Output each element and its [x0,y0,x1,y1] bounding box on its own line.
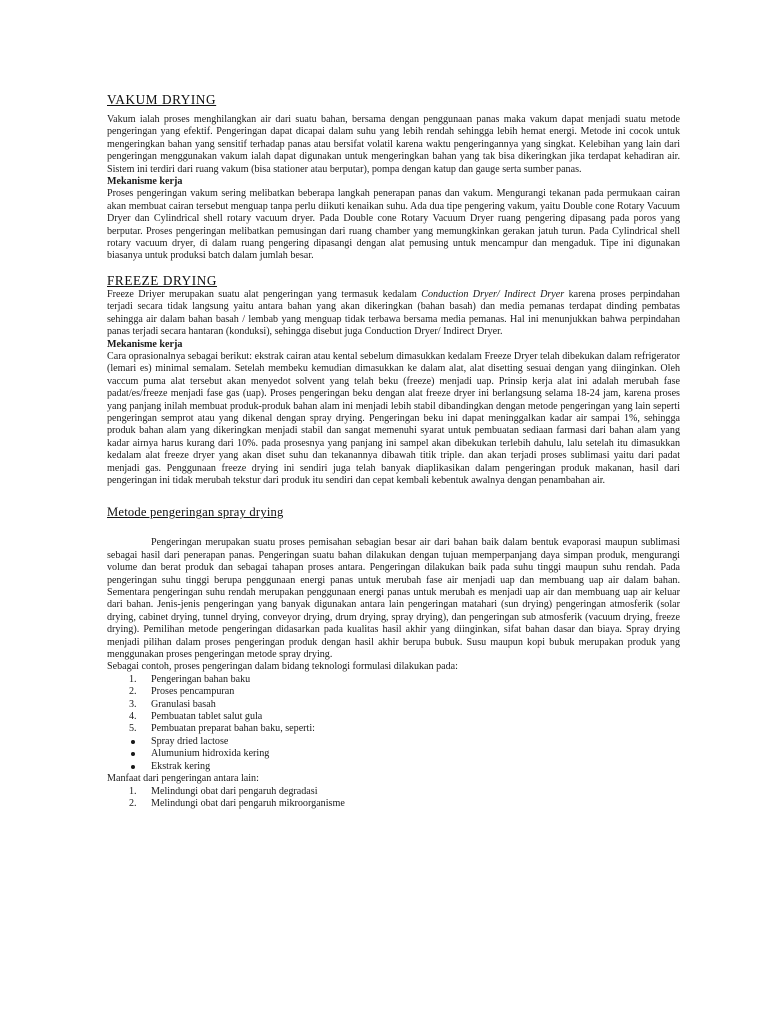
list-text: Pengeringan bahan baku [151,673,251,685]
heading-spray-drying: Metode pengeringan spray drying [107,505,284,520]
bullet-text: Spray dried lactose [151,735,229,747]
list-number: 3. [129,698,137,710]
paragraph-freeze-mechanism: Cara oprasionalnya sebagai berikut: ekstrak cairan atau kental sebelum dimasukkan kedalam Freeze Dryer telah dibekukan dalam refrigerator (lemari es) minimal semalam. Setelah membeku kemudian dimasukkan ke dalam alat, alat disetting sesuai dengan yang diinginkan. Oleh vaccum puma alat tersebut akan menyedot solvent yang telah beku (freeze) menjadi uap. Prinsip kerja alat ini adalah merubah fase padat/es/freeze menjadi fase gas (uap). Proses pengeringan beku dengan alat freeze dryer ini berlangsung selama 18-24 jam, karena proses yang panjang inilah membuat produk-produk bahan alam ini menjadi lebih stabil dibandingkan dengan metode pengeringan yang lain seperti pengeringan semprot atau yang dikenal dengan spray drying. Pengeringan beku ini dapat meninggalkan kadar air sampai 1%, sehingga produk bahan alam yang dikeringkan menjadi stabil dan sangat memenuhi syarat untuk pembuatan sediaan farmasi dari bahan alam yang kadar airnya harus kurang dari 10%. pada prosesnya yang panjang ini sampel akan dibekukan terlebih dahulu, lalu setelah itu dimasukkan kedalam alat freeze dryer yang akan diset suhu dan tekanannya dibawah titik triple. dan akan terjadi proses sublimasi yaitu dari padat menjadi gas. Penggunaan freeze drying ini sendiri juga telah banyak diaplikasikan dalam pengeringan produk makanan, hasil dari pengeringan ini tidak merubah tekstur dari produk itu sendiri dan cepat kembali kebentuk awalnya dengan penambahan air. [107,350,680,486]
list-number: 2. [129,686,137,698]
bullet-dot-icon [131,752,135,756]
bullet-list [107,736,680,773]
list-number: 1. [129,673,137,685]
bullet-dot-icon [131,740,135,744]
subheading-freeze-mechanism: Mekanisme kerja [107,338,183,350]
paragraph-vakum-intro: Vakum ialah proses menghilangkan air dari suatu bahan, bersama dengan penggunaan panas maka vakum dapat menjadi suatu metode pengeringan yang efektif. Pengeringan dapat dicapai dalam suhu yang lebih rendah sehingga lebih hemat energi. Metode ini cocok untuk mengeringkan bahan yang sensitif terhadap panas atau bersifat volatil karena waktu pengeringannya yang singkat. Kelebihan yang lain dari pengeringan menggunakan vakum ialah dapat digunakan untuk mengeringkan bahan yang tak bisa dikeringkan jika terdapat kehadiran air. Sistem ini terdiri dari ruang vakum (bisa stationer atau berputar), pompa dengan katup dan gauge serta sumber panas. [107,114,680,175]
paragraph-vakum-mechanism: Proses pengeringan vakum sering melibatkan beberapa langkah penerapan panas dan vakum. Mengurangi tekanan pada permukaan cairan akan membuat cairan tersebut menguap tanpa perlu diikuti kenaikan suhu. Ada dua tipe pengering vakum, yaitu Double cone Rotary Vacuum Dryer dan Cylindrical shell rotary vacuum dryer. Pada Double cone Rotary Vacuum Dryer ruang pengering dipasang pada poros yang berputar. Proses pengeringan melibatkan pemusingan dari ruang chamber yang memungkinkan gerakan jatuh turun. Pada Cylindrical shell rotary vacuum dryer, di dalam ruang pengering dipasangi dengan alat pemusing untuk mencampur dan mengaduk. Tipe ini digunakan biasanya untuk produksi batch dalam jumlah besar. [107,188,680,262]
bullet-item [107,748,680,760]
list-item [107,723,680,735]
paragraph-freeze-intro [107,289,680,339]
spray-example-intro: Sebagai contoh, proses pengeringan dalam bidang teknologi formulasi dilakukan pada: [107,661,458,673]
bullet-item [107,736,680,748]
list-text: Melindungi obat dari pengaruh mikroorganisme [151,797,345,809]
paragraph-spray-body: Pengeringan merupakan suatu proses pemisahan sebagian besar air dari bahan baik dalam bentuk evaporasi maupun sublimasi sebagai hasil dari penerapan panas. Pengeringan suatu bahan dilakukan dengan tujuan memperpanjang daya simpan produk, mengurangi volume dan berat produk dan sebagai tahapan proses antara. Pengeringan dilakukan baik pada suhu tinggi maupun suhu rendah. Pada pengeringan suhu tinggi berupa penggunaan energi panas untuk merubah fase air menjadi uap dan membuang uap air dalam bahan. Sementara pengeringan suhu rendah merupakan penggunaan energi panas untuk merubah es menjadi uap air dan membuang uap air keluar dari bahan. Jenis-jenis pengeringan yang banyak digunakan antara lain pengeringan matahari (sun drying) pengeringan atmosferik (solar drying, cabinet drying, tunnel drying, conveyor drying, drum drying, spray drying), dan pengeringan sub atmosferik (vacuum drying, freeze drying). Pemilihan metode pengeringan didasarkan pada kualitas hasil akhir yang diinginkan, sifat bahan dasar dan biaya. Spray drying menjadi pilihan dalam proses pengeringan produk dengan hasil akhir berupa bubuk. Susu maupun kopi bubuk merupakan produk yang menggunakan proses pengeringan metode spray drying. [107,537,680,661]
list-item [107,699,680,711]
list-item [107,798,680,810]
bullet-text: Alumunium hidroxida kering [151,748,270,760]
bullet-item [107,761,680,773]
document-page [107,92,680,810]
subheading-vakum-mechanism: Mekanisme kerja [107,176,183,188]
heading-freeze-drying: FREEZE DRYING [107,272,218,288]
freeze-intro-b: karena proses perpindahan terjadi secara tidak langsung yaitu antara bahan yang akan dikeringkan (bahan basah) dan media pemanas terdapat dinding pembatas sehingga air dalam bahan basah / lembab yang menguap tidak terbawa bersama media pemanas. Hal ini menunjukkan bahwa perpindahan panas terjadi secara hantaran (konduksi), sehingga disebut juga Conduction Dryer/ Indirect Dryer. [107,288,680,338]
example-list [107,674,680,736]
spray-benefit-intro: Manfaat dari pengeringan antara lain: [107,773,259,785]
list-item [107,711,680,723]
list-number: 4. [129,711,137,723]
list-number: 2. [129,797,137,809]
heading-vakum-drying: VAKUM DRYING [107,92,217,107]
list-item [107,786,680,798]
list-text: Granulasi basah [151,698,216,710]
list-text: Proses pencampuran [151,686,235,698]
list-text: Pembuatan tablet salut gula [151,711,263,723]
bullet-dot-icon [131,765,135,769]
bullet-text: Ekstrak kering [151,760,211,772]
freeze-intro-italic: Conduction Dryer/ Indirect Dryer [421,288,565,300]
list-text: Pembuatan preparat bahan baku, seperti: [151,723,315,735]
list-item [107,674,680,686]
freeze-intro-a: Freeze Driyer merupakan suatu alat pengeringan yang termasuk kedalam [107,288,422,300]
list-text: Melindungi obat dari pengaruh degradasi [151,785,318,797]
benefit-list [107,786,680,811]
list-number: 1. [129,785,137,797]
list-number: 5. [129,723,137,735]
list-item [107,686,680,698]
